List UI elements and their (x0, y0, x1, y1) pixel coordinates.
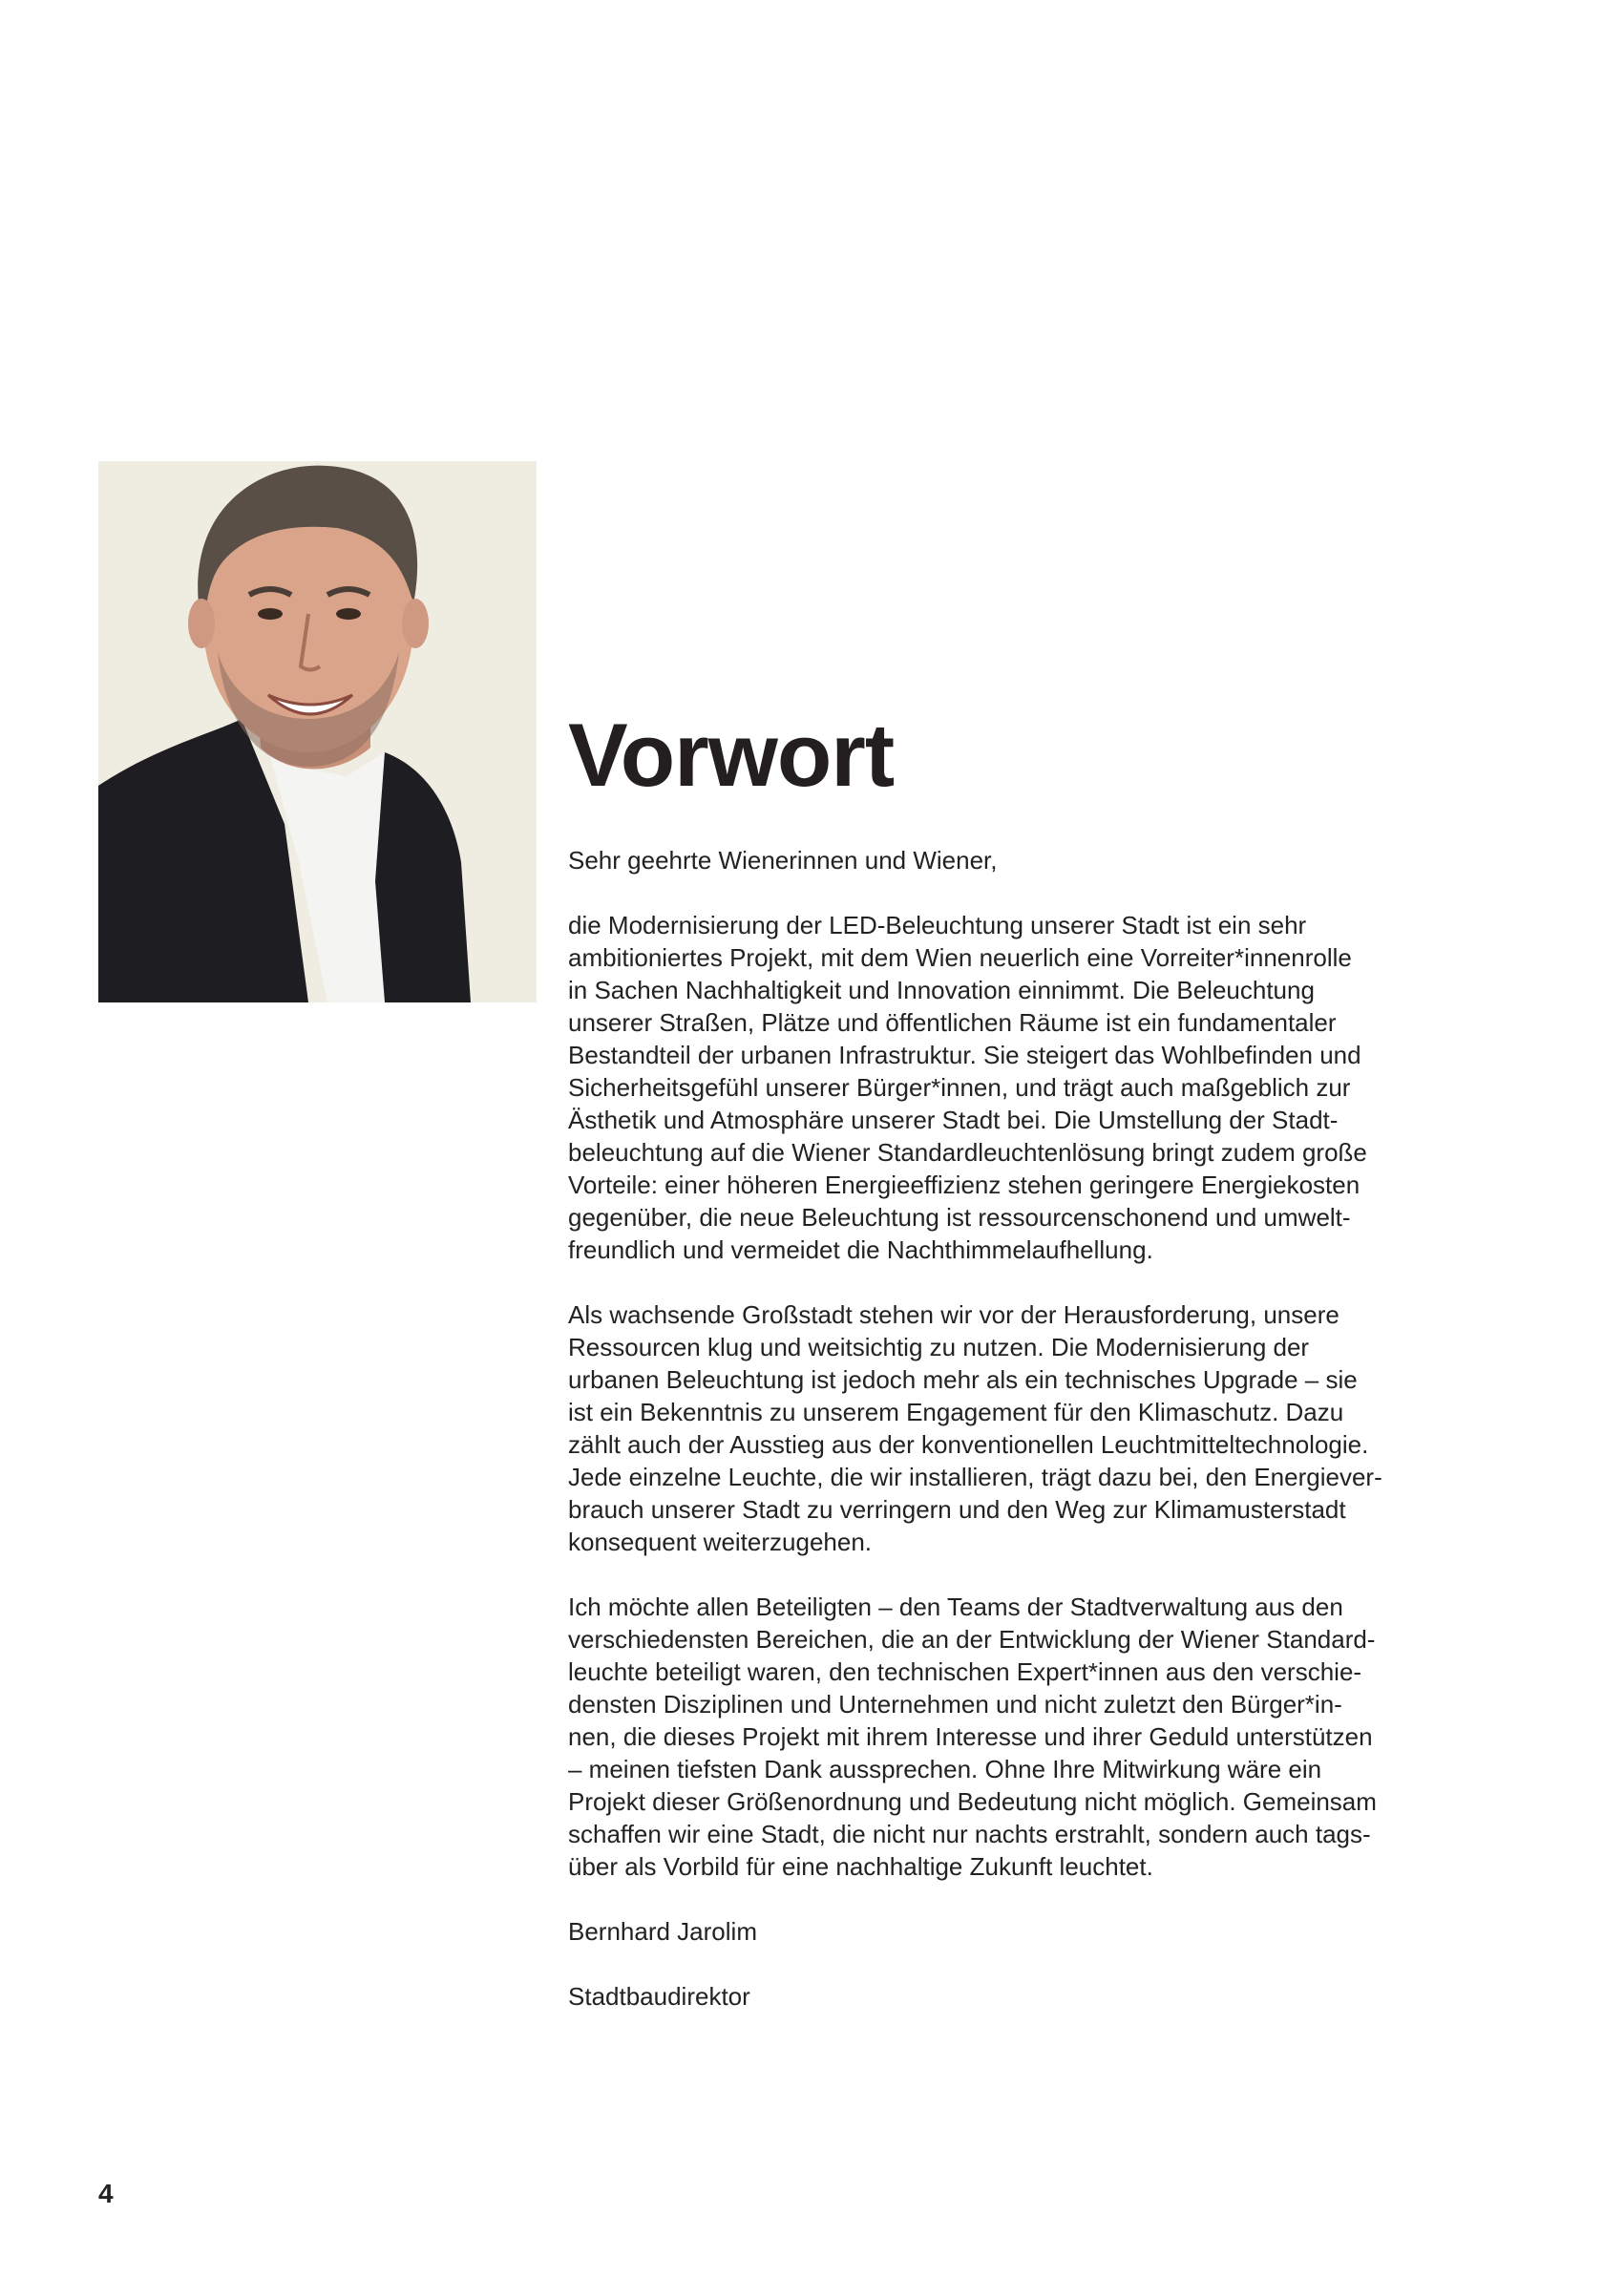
signature-name: Bernhard Jarolim (568, 1917, 757, 1946)
foreword-content (568, 702, 1532, 2013)
paragraph-line: ist ein Bekenntnis zu unserem Engagement für den Klimaschutz. Dazu (568, 1398, 1344, 1426)
author-portrait-photo (98, 461, 537, 1002)
paragraph-line: die Modernisierung der LED-Beleuchtung unserer Stadt ist ein sehr (568, 911, 1307, 939)
paragraph-line: Ästhetik und Atmosphäre unserer Stadt bei. Die Umstellung der Stadt- (568, 1106, 1339, 1134)
paragraph-line: Projekt dieser Größenordnung und Bedeutung nicht möglich. Gemeinsam (568, 1787, 1377, 1816)
paragraph-line: freundlich und vermeidet die Nachthimmelaufhellung. (568, 1235, 1153, 1264)
paragraph-line: Als wachsende Großstadt stehen wir vor der Herausforderung, unsere (568, 1300, 1339, 1329)
salutation: Sehr geehrte Wienerinnen und Wiener, (568, 846, 998, 875)
paragraph-line: nen, die dieses Projekt mit ihrem Interesse und ihrer Geduld unterstützen (568, 1722, 1373, 1751)
page-title: Vorwort (568, 705, 895, 805)
signature-title: Stadtbaudirektor (568, 1982, 750, 2011)
paragraph-line: gegenüber, die neue Beleuchtung ist ressourcenschonend und umwelt- (568, 1203, 1351, 1232)
paragraph-1 (568, 909, 1532, 1266)
paragraph-line: konsequent weiterzugehen. (568, 1528, 873, 1556)
paragraph-line: Jede einzelne Leuchte, die wir installieren, trägt dazu bei, den Energiever- (568, 1463, 1382, 1491)
paragraph-line: densten Disziplinen und Unternehmen und nicht zuletzt den Bürger*in- (568, 1690, 1342, 1719)
paragraph-line: ambitioniertes Projekt, mit dem Wien neuerlich eine Vorreiter*innenrolle (568, 943, 1352, 972)
paragraph-2 (568, 1298, 1532, 1558)
paragraph-line: zählt auch der Ausstieg aus der konventionellen Leuchtmitteltechnologie. (568, 1430, 1369, 1459)
paragraph-line: Bestandteil der urbanen Infrastruktur. Sie steigert das Wohlbefinden und (568, 1041, 1361, 1069)
paragraph-line: verschiedensten Bereichen, die an der Entwicklung der Wiener Standard- (568, 1625, 1376, 1654)
page-number: 4 (98, 2179, 114, 2208)
paragraph-line: Vorteile: einer höheren Energieeffizienz stehen geringere Energiekosten (568, 1171, 1360, 1199)
paragraph-line: brauch unserer Stadt zu verringern und den Weg zur Klimamusterstadt (568, 1495, 1346, 1524)
paragraph-line: schaffen wir eine Stadt, die nicht nur nachts erstrahlt, sondern auch tags- (568, 1820, 1371, 1848)
paragraph-line: leuchte beteiligt waren, den technischen Expert*innen aus den verschie- (568, 1657, 1362, 1686)
paragraph-line: Ressourcen klug und weitsichtig zu nutzen. Die Modernisierung der (568, 1333, 1310, 1361)
portrait-photo-icon (98, 461, 537, 1002)
paragraph-line: – meinen tiefsten Dank aussprechen. Ohne Ihre Mitwirkung wäre ein (568, 1755, 1322, 1783)
paragraph-line: unserer Straßen, Plätze und öffentlichen Räume ist ein fundamentaler (568, 1008, 1337, 1037)
paragraph-line: über als Vorbild für eine nachhaltige Zukunft leuchtet. (568, 1852, 1153, 1881)
paragraph-line: beleuchtung auf die Wiener Standardleuchtenlösung bringt zudem große (568, 1138, 1367, 1167)
paragraph-line: Ich möchte allen Beteiligten – den Teams der Stadtverwaltung aus den (568, 1592, 1343, 1621)
paragraph-line: in Sachen Nachhaltigkeit und Innovation einnimmt. Die Beleuchtung (568, 976, 1315, 1004)
paragraph-3 (568, 1591, 1532, 1883)
paragraph-line: urbanen Beleuchtung ist jedoch mehr als ein technisches Upgrade – sie (568, 1365, 1358, 1394)
paragraph-line: Sicherheitsgefühl unserer Bürger*innen, und trägt auch maßgeblich zur (568, 1073, 1351, 1102)
